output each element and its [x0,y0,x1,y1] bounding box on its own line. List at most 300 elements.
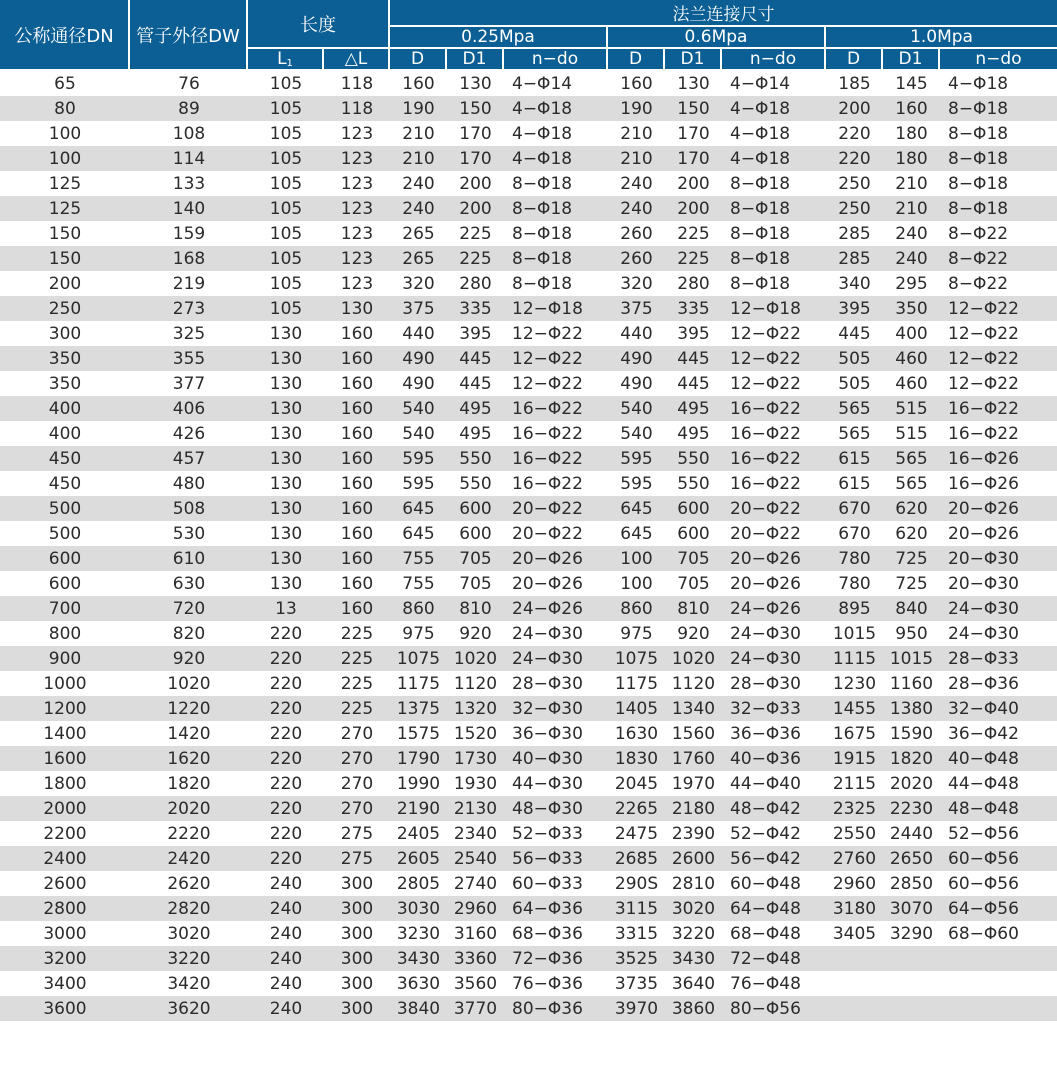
table-cell: 16−Φ22 [940,421,1057,446]
table-cell: 450 [0,446,130,471]
table-cell: 3220 [130,946,248,971]
table-cell: 375 [608,296,665,321]
table-cell: 1175 [608,671,665,696]
table-cell: 1560 [665,721,722,746]
table-cell: 12−Φ18 [722,296,826,321]
table-cell: 160 [324,321,390,346]
table-cell: 2960 [826,871,883,896]
table-cell: 24−Φ30 [504,621,608,646]
table-cell: 8−Φ18 [722,271,826,296]
table-cell: 60−Φ56 [940,846,1057,871]
table-cell: 2475 [608,821,665,846]
table-cell: 3600 [0,996,130,1021]
table-cell: 220 [248,746,324,771]
table-row [0,246,1057,271]
table-cell: 2540 [447,846,504,871]
table-cell: 123 [324,146,390,171]
table-row [0,421,1057,446]
table-cell: 20−Φ26 [940,521,1057,546]
table-cell: 4−Φ14 [504,71,608,96]
table-cell: 2600 [665,846,722,871]
table-cell: 20−Φ22 [504,496,608,521]
table-row [0,696,1057,721]
table-cell: 2230 [883,796,940,821]
table-cell: 130 [248,321,324,346]
table-cell: 1115 [826,646,883,671]
table-cell: 270 [324,721,390,746]
table-cell: 615 [826,446,883,471]
table-row [0,571,1057,596]
header-pressure-025: 0.25Mpa [390,27,608,49]
table-cell: 595 [390,471,447,496]
table-row [0,621,1057,646]
table-cell: 275 [324,821,390,846]
table-cell: 72−Φ48 [722,946,826,971]
table-cell: 1400 [0,721,130,746]
table-cell: 1175 [390,671,447,696]
table-cell: 2390 [665,821,722,846]
table-cell: 285 [826,221,883,246]
table-row [0,896,1057,921]
table-cell: 620 [883,496,940,521]
table-cell: 2020 [130,796,248,821]
table-cell: 225 [324,621,390,646]
table-cell: 3000 [0,921,130,946]
table-row [0,646,1057,671]
table-cell: 64−Φ36 [504,896,608,921]
table-cell: 220 [248,796,324,821]
table-cell: 8−Φ18 [722,171,826,196]
table-cell: 1375 [390,696,447,721]
header-pressure-10: 1.0Mpa [826,27,1057,49]
table-row [0,296,1057,321]
table-cell: 130 [248,446,324,471]
table-cell: 220 [826,121,883,146]
table-cell: 445 [447,346,504,371]
table-cell: 160 [324,396,390,421]
table-cell: 24−Φ30 [940,621,1057,646]
table-cell: 123 [324,246,390,271]
table-cell: 130 [248,471,324,496]
table-cell: 860 [608,596,665,621]
table-cell: 725 [883,571,940,596]
table-cell: 3200 [0,946,130,971]
table-cell: 200 [447,171,504,196]
table-cell: 1220 [130,696,248,721]
table-cell: 8−Φ18 [504,171,608,196]
table-cell: 20−Φ30 [940,546,1057,571]
table-cell: 1340 [665,696,722,721]
table-cell: 406 [130,396,248,421]
table-cell: 20−Φ22 [504,521,608,546]
table-cell: 40−Φ36 [722,746,826,771]
table-cell: 8−Φ18 [940,146,1057,171]
table-cell: 1730 [447,746,504,771]
table-cell: 105 [248,246,324,271]
table-cell: 250 [826,171,883,196]
table-cell: 705 [447,546,504,571]
header-length: 长度 [248,0,390,49]
table-cell: 60−Φ48 [722,871,826,896]
table-cell: 550 [447,471,504,496]
table-cell: 160 [324,346,390,371]
table-cell: 60−Φ56 [940,871,1057,896]
table-header [0,0,1057,71]
table-cell: 490 [390,346,447,371]
table-cell: 16−Φ22 [504,471,608,496]
table-cell: 68−Φ60 [940,921,1057,946]
table-cell: 210 [390,121,447,146]
table-cell: 3030 [390,896,447,921]
table-cell: 240 [248,921,324,946]
table-cell: 350 [0,346,130,371]
table-cell: 123 [324,196,390,221]
table-cell: 52−Φ33 [504,821,608,846]
table-cell: 300 [324,996,390,1021]
table-cell: 105 [248,146,324,171]
table-row [0,371,1057,396]
table-cell: 8−Φ18 [940,171,1057,196]
table-cell: 505 [826,346,883,371]
table-cell: 220 [248,671,324,696]
table-cell: 325 [130,321,248,346]
table-cell: 240 [390,196,447,221]
table-row [0,396,1057,421]
table-cell: 80−Φ56 [722,996,826,1021]
table-cell: 300 [324,946,390,971]
table-cell: 3360 [447,946,504,971]
table-cell: 130 [248,421,324,446]
table-cell: 2605 [390,846,447,871]
table-cell: 595 [608,471,665,496]
table-cell: 320 [390,271,447,296]
table-cell: 8−Φ18 [504,221,608,246]
table-cell: 900 [0,646,130,671]
table-cell: 180 [883,146,940,171]
table-row [0,221,1057,246]
table-cell: 12−Φ22 [940,296,1057,321]
table-cell: 645 [390,521,447,546]
table-cell: 530 [130,521,248,546]
table-cell: 160 [324,546,390,571]
table-cell: 250 [0,296,130,321]
table-cell: 185 [826,71,883,96]
table-cell: 12−Φ22 [940,371,1057,396]
table-cell: 44−Φ48 [940,771,1057,796]
table-cell: 219 [130,271,248,296]
table-cell: 645 [608,521,665,546]
table-cell: 377 [130,371,248,396]
table-cell: 275 [324,846,390,871]
table-cell: 445 [826,321,883,346]
table-row [0,946,1057,971]
table-cell: 265 [390,246,447,271]
table-cell: 1970 [665,771,722,796]
table-cell: 565 [826,421,883,446]
table-row [0,771,1057,796]
table-cell: 20−Φ22 [722,521,826,546]
table-cell: 3560 [447,971,504,996]
table-cell: 2220 [130,821,248,846]
table-cell: 56−Φ42 [722,846,826,871]
table-cell: 130 [665,71,722,96]
table-cell: 820 [130,621,248,646]
table-cell: 595 [608,446,665,471]
table-cell: 1600 [0,746,130,771]
table-cell: 72−Φ36 [504,946,608,971]
table-cell: 16−Φ22 [940,396,1057,421]
table-cell: 2805 [390,871,447,896]
table-cell: 280 [447,271,504,296]
table-cell: 3525 [608,946,665,971]
table-row [0,146,1057,171]
header-delta-l: △L [324,49,390,71]
table-cell: 8−Φ18 [940,121,1057,146]
table-cell: 2265 [608,796,665,821]
table-cell: 400 [0,396,130,421]
table-row [0,746,1057,771]
table-cell: 3405 [826,921,883,946]
table-cell: 16−Φ22 [722,471,826,496]
table-cell: 1420 [130,721,248,746]
table-cell: 16−Φ26 [940,446,1057,471]
table-cell: 225 [324,696,390,721]
table-cell: 1075 [390,646,447,671]
table-cell: 100 [608,546,665,571]
table-cell: 3430 [665,946,722,971]
table-cell: 565 [883,446,940,471]
table-cell: 250 [826,196,883,221]
table-cell: 755 [390,571,447,596]
table-cell: 457 [130,446,248,471]
table-cell: 170 [665,121,722,146]
table-cell: 160 [324,446,390,471]
table-cell: 975 [608,621,665,646]
table-cell: 610 [130,546,248,571]
table-cell: 720 [130,596,248,621]
table-cell: 260 [608,221,665,246]
table-cell: 270 [324,796,390,821]
table-cell: 300 [324,871,390,896]
table-cell: 32−Φ40 [940,696,1057,721]
header-d: D [390,49,447,71]
header-ndo: n−do [504,49,608,71]
table-cell: 2405 [390,821,447,846]
table-cell: 1760 [665,746,722,771]
table-cell: 3315 [608,921,665,946]
table-cell: 80 [0,96,130,121]
table-cell: 125 [0,196,130,221]
table-cell: 1000 [0,671,130,696]
table-row [0,471,1057,496]
table-cell: 550 [665,446,722,471]
table-cell [940,971,1057,996]
table-cell: 1590 [883,721,940,746]
table-cell: 160 [324,371,390,396]
table-cell: 300 [0,321,130,346]
table-cell: 130 [248,396,324,421]
table-cell: 210 [883,196,940,221]
table-cell: 225 [665,221,722,246]
table-cell: 12−Φ22 [504,346,608,371]
table-cell: 2820 [130,896,248,921]
table-cell: 240 [248,871,324,896]
header-l1-text: L [277,49,287,69]
table-cell: 240 [883,221,940,246]
table-cell: 1200 [0,696,130,721]
table-cell: 130 [248,546,324,571]
table-cell: 920 [665,621,722,646]
table-row [0,996,1057,1021]
table-cell: 3770 [447,996,504,1021]
table-cell: 3290 [883,921,940,946]
table-cell: 600 [0,571,130,596]
table-cell: 1230 [826,671,883,696]
table-cell: 20−Φ30 [940,571,1057,596]
table-cell: 32−Φ30 [504,696,608,721]
table-cell: 515 [883,396,940,421]
table-cell: 445 [447,371,504,396]
table-cell: 12−Φ18 [504,296,608,321]
table-cell: 4−Φ18 [722,96,826,121]
table-cell: 550 [665,471,722,496]
table-cell: 40−Φ48 [940,746,1057,771]
table-cell: 76−Φ48 [722,971,826,996]
table-cell: 220 [248,621,324,646]
table-cell: 495 [447,421,504,446]
table-cell: 4−Φ18 [940,71,1057,96]
table-cell: 700 [0,596,130,621]
table-cell: 160 [324,596,390,621]
table-cell: 1455 [826,696,883,721]
table-cell: 8−Φ18 [504,246,608,271]
table-row [0,671,1057,696]
table-cell: 920 [447,621,504,646]
table-row [0,121,1057,146]
table-cell: 8−Φ22 [940,271,1057,296]
table-row [0,96,1057,121]
table-cell: 16−Φ22 [504,421,608,446]
table-cell: 100 [0,121,130,146]
table-cell: 2115 [826,771,883,796]
table-cell: 4−Φ18 [722,146,826,171]
table-cell: 220 [248,721,324,746]
table-cell: 44−Φ30 [504,771,608,796]
table-cell: 2020 [883,771,940,796]
table-cell: 500 [0,496,130,521]
table-cell: 16−Φ22 [504,446,608,471]
table-cell: 200 [447,196,504,221]
table-cell: 240 [390,171,447,196]
table-cell: 28−Φ30 [504,671,608,696]
table-cell: 400 [883,321,940,346]
table-cell: 12−Φ22 [504,371,608,396]
table-cell: 200 [665,171,722,196]
table-cell: 4−Φ18 [504,146,608,171]
table-row [0,346,1057,371]
table-cell: 28−Φ33 [940,646,1057,671]
table-cell: 3860 [665,996,722,1021]
table-cell: 190 [608,96,665,121]
table-cell: 8−Φ18 [504,271,608,296]
table-cell [826,946,883,971]
table-cell: 36−Φ36 [722,721,826,746]
table-cell [940,996,1057,1021]
table-cell: 89 [130,96,248,121]
table-cell: 755 [390,546,447,571]
table-cell: 500 [0,521,130,546]
table-cell: 1380 [883,696,940,721]
table-cell: 600 [665,496,722,521]
table-cell: 780 [826,571,883,596]
table-cell [883,971,940,996]
table-cell: 595 [390,446,447,471]
header-ndo: n−do [722,49,826,71]
table-cell: 114 [130,146,248,171]
table-cell: 1160 [883,671,940,696]
table-cell: 65 [0,71,130,96]
table-cell: 12−Φ22 [940,346,1057,371]
table-cell: 225 [324,646,390,671]
table-cell: 52−Φ42 [722,821,826,846]
table-cell: 3070 [883,896,940,921]
table-cell: 210 [608,146,665,171]
table-cell: 220 [248,646,324,671]
table-cell: 2400 [0,846,130,871]
table-cell: 300 [324,971,390,996]
table-cell: 225 [447,221,504,246]
table-cell: 105 [248,171,324,196]
table-cell: 3020 [665,896,722,921]
table-cell: 105 [248,221,324,246]
table-cell: 2130 [447,796,504,821]
table-row [0,496,1057,521]
table-cell: 130 [248,346,324,371]
table-cell: 620 [883,521,940,546]
table-cell: 12−Φ22 [722,346,826,371]
table-cell: 600 [665,521,722,546]
table-cell: 105 [248,96,324,121]
table-cell: 450 [0,471,130,496]
table-cell: 150 [0,246,130,271]
table-cell: 160 [324,496,390,521]
table-cell: 2960 [447,896,504,921]
table-cell [826,996,883,1021]
table-cell: 240 [248,996,324,1021]
table-cell: 1675 [826,721,883,746]
table-cell: 118 [324,71,390,96]
table-cell: 100 [608,571,665,596]
table-cell: 20−Φ26 [504,571,608,596]
table-cell: 725 [883,546,940,571]
table-cell: 180 [883,121,940,146]
table-cell: 150 [0,221,130,246]
table-cell: 1075 [608,646,665,671]
table-cell: 1120 [665,671,722,696]
table-cell: 118 [324,96,390,121]
table-cell: 1620 [130,746,248,771]
table-cell: 2340 [447,821,504,846]
table-cell: 68−Φ36 [504,921,608,946]
table-cell: 2685 [608,846,665,871]
table-cell: 515 [883,421,940,446]
table-cell: 12−Φ22 [722,371,826,396]
table-cell: 285 [826,246,883,271]
header-dw: 管子外径DW [130,0,248,71]
table-cell: 445 [665,346,722,371]
table-cell: 225 [324,671,390,696]
table-cell: 20−Φ26 [504,546,608,571]
